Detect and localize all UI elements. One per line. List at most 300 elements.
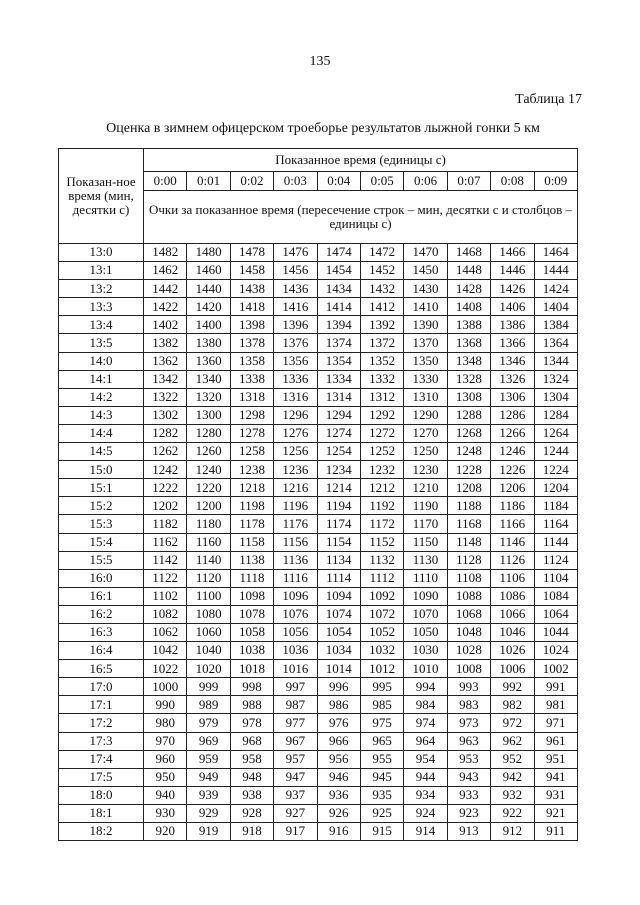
points-cell: 954 (404, 750, 447, 768)
points-cell: 957 (274, 750, 317, 768)
points-cell: 1058 (230, 623, 273, 641)
points-cell: 1144 (534, 533, 577, 551)
points-cell: 1298 (230, 406, 273, 424)
points-cell: 1226 (491, 461, 534, 479)
points-cell: 949 (187, 768, 230, 786)
points-cell: 1208 (447, 479, 490, 497)
points-cell: 1046 (491, 623, 534, 641)
points-cell: 1352 (360, 352, 403, 370)
points-cell: 927 (274, 804, 317, 822)
points-cell: 1062 (144, 623, 187, 641)
points-caption: Очки за показанное время (пересечение строк – мин, десятки с и столбцов – единицы с) (144, 191, 578, 244)
points-cell: 965 (360, 732, 403, 750)
points-cell: 983 (447, 696, 490, 714)
points-cell: 1204 (534, 479, 577, 497)
points-cell: 1440 (187, 280, 230, 298)
points-cell: 986 (317, 696, 360, 714)
points-cell: 1000 (144, 678, 187, 696)
points-cell: 1286 (491, 406, 534, 424)
points-cell: 990 (144, 696, 187, 714)
points-cell: 1116 (274, 569, 317, 587)
points-cell: 1156 (274, 533, 317, 551)
points-cell: 1426 (491, 280, 534, 298)
points-cell: 942 (491, 768, 534, 786)
points-cell: 946 (317, 768, 360, 786)
row-time-cell: 15:2 (59, 497, 144, 515)
points-cell: 921 (534, 804, 577, 822)
points-cell: 939 (187, 786, 230, 804)
table-row (59, 515, 578, 533)
points-cell: 951 (534, 750, 577, 768)
table-row (59, 244, 578, 262)
points-cell: 985 (360, 696, 403, 714)
points-cell: 1010 (404, 660, 447, 678)
points-cell: 1482 (144, 244, 187, 262)
points-cell: 1480 (187, 244, 230, 262)
points-cell: 1264 (534, 424, 577, 442)
points-cell: 1270 (404, 424, 447, 442)
points-cell: 1224 (534, 461, 577, 479)
column-header: 0:03 (274, 172, 317, 191)
points-cell: 1090 (404, 587, 447, 605)
points-cell: 1462 (144, 262, 187, 280)
points-cell: 997 (274, 678, 317, 696)
points-cell: 923 (447, 804, 490, 822)
points-cell: 956 (317, 750, 360, 768)
points-cell: 999 (187, 678, 230, 696)
points-cell: 1464 (534, 244, 577, 262)
table-row (59, 696, 578, 714)
points-cell: 1028 (447, 642, 490, 660)
points-cell: 1128 (447, 551, 490, 569)
points-cell: 969 (187, 732, 230, 750)
points-cell: 1420 (187, 298, 230, 316)
points-cell: 1220 (187, 479, 230, 497)
table-row (59, 605, 578, 623)
points-cell: 1036 (274, 642, 317, 660)
points-cell: 1276 (274, 424, 317, 442)
points-cell: 967 (274, 732, 317, 750)
points-cell: 955 (360, 750, 403, 768)
points-cell: 1438 (230, 280, 273, 298)
points-cell: 1302 (144, 406, 187, 424)
row-time-cell: 17:3 (59, 732, 144, 750)
table-row (59, 334, 578, 352)
points-cell: 1238 (230, 461, 273, 479)
row-time-cell: 13:4 (59, 316, 144, 334)
points-cell: 1300 (187, 406, 230, 424)
points-cell: 1154 (317, 533, 360, 551)
points-cell: 981 (534, 696, 577, 714)
points-cell: 1322 (144, 388, 187, 406)
points-cell: 1020 (187, 660, 230, 678)
points-cell: 1252 (360, 443, 403, 461)
points-cell: 1406 (491, 298, 534, 316)
points-cell: 1314 (317, 388, 360, 406)
points-cell: 1340 (187, 370, 230, 388)
points-cell: 1184 (534, 497, 577, 515)
row-time-cell: 17:1 (59, 696, 144, 714)
points-cell: 933 (447, 786, 490, 804)
table-row (59, 732, 578, 750)
points-cell: 1168 (447, 515, 490, 533)
points-cell: 1162 (144, 533, 187, 551)
points-cell: 915 (360, 823, 403, 841)
points-cell: 1408 (447, 298, 490, 316)
points-cell: 944 (404, 768, 447, 786)
points-cell: 978 (230, 714, 273, 732)
points-cell: 1476 (274, 244, 317, 262)
table-row (59, 642, 578, 660)
row-time-cell: 16:0 (59, 569, 144, 587)
points-cell: 925 (360, 804, 403, 822)
points-cell: 1166 (491, 515, 534, 533)
points-cell: 982 (491, 696, 534, 714)
points-cell: 1082 (144, 605, 187, 623)
points-cell: 1384 (534, 316, 577, 334)
points-cell: 1446 (491, 262, 534, 280)
table-row (59, 370, 578, 388)
row-time-cell: 17:0 (59, 678, 144, 696)
points-cell: 1146 (491, 533, 534, 551)
points-cell: 1412 (360, 298, 403, 316)
table-row (59, 587, 578, 605)
points-cell: 1356 (274, 352, 317, 370)
row-time-cell: 18:1 (59, 804, 144, 822)
table-label: Таблица 17 (515, 92, 582, 107)
points-cell: 1100 (187, 587, 230, 605)
points-cell: 1130 (404, 551, 447, 569)
points-cell: 1436 (274, 280, 317, 298)
table-row (59, 406, 578, 424)
points-cell: 1458 (230, 262, 273, 280)
points-cell: 1164 (534, 515, 577, 533)
points-cell: 1008 (447, 660, 490, 678)
points-cell: 1402 (144, 316, 187, 334)
points-cell: 1442 (144, 280, 187, 298)
points-cell: 917 (274, 823, 317, 841)
points-cell: 993 (447, 678, 490, 696)
points-cell: 1374 (317, 334, 360, 352)
points-cell: 977 (274, 714, 317, 732)
points-cell: 959 (187, 750, 230, 768)
points-cell: 1138 (230, 551, 273, 569)
points-cell: 935 (360, 786, 403, 804)
points-cell: 1198 (230, 497, 273, 515)
points-cell: 934 (404, 786, 447, 804)
points-cell: 968 (230, 732, 273, 750)
points-cell: 961 (534, 732, 577, 750)
table-row (59, 714, 578, 732)
points-cell: 1214 (317, 479, 360, 497)
points-cell: 1398 (230, 316, 273, 334)
points-cell: 1042 (144, 642, 187, 660)
points-cell: 991 (534, 678, 577, 696)
points-cell: 1342 (144, 370, 187, 388)
points-cell: 943 (447, 768, 490, 786)
table-row (59, 461, 578, 479)
points-cell: 1014 (317, 660, 360, 678)
column-header: 0:06 (404, 172, 447, 191)
points-cell: 987 (274, 696, 317, 714)
points-cell: 936 (317, 786, 360, 804)
points-cell: 931 (534, 786, 577, 804)
points-cell: 979 (187, 714, 230, 732)
points-cell: 1332 (360, 370, 403, 388)
table-row (59, 569, 578, 587)
points-cell: 1112 (360, 569, 403, 587)
points-cell: 972 (491, 714, 534, 732)
points-cell: 1134 (317, 551, 360, 569)
table-row (59, 786, 578, 804)
table-row (59, 768, 578, 786)
points-cell: 1288 (447, 406, 490, 424)
row-time-cell: 15:0 (59, 461, 144, 479)
points-cell: 1106 (491, 569, 534, 587)
points-cell: 1472 (360, 244, 403, 262)
points-cell: 1388 (447, 316, 490, 334)
points-cell: 1070 (404, 605, 447, 623)
points-cell: 1172 (360, 515, 403, 533)
points-cell: 966 (317, 732, 360, 750)
points-cell: 913 (447, 823, 490, 841)
points-cell: 1120 (187, 569, 230, 587)
points-cell: 1306 (491, 388, 534, 406)
points-cell: 1188 (447, 497, 490, 515)
points-cell: 1222 (144, 479, 187, 497)
points-cell: 1240 (187, 461, 230, 479)
points-cell: 989 (187, 696, 230, 714)
points-cell: 932 (491, 786, 534, 804)
points-cell: 1216 (274, 479, 317, 497)
points-cell: 1478 (230, 244, 273, 262)
table-row (59, 352, 578, 370)
points-cell: 1424 (534, 280, 577, 298)
row-time-cell: 13:5 (59, 334, 144, 352)
points-cell: 998 (230, 678, 273, 696)
points-cell: 1124 (534, 551, 577, 569)
points-cell: 1304 (534, 388, 577, 406)
points-cell: 1434 (317, 280, 360, 298)
points-cell: 1056 (274, 623, 317, 641)
points-cell: 1158 (230, 533, 273, 551)
points-cell: 1012 (360, 660, 403, 678)
row-time-cell: 15:3 (59, 515, 144, 533)
points-cell: 1296 (274, 406, 317, 424)
points-cell: 1466 (491, 244, 534, 262)
points-cell: 1380 (187, 334, 230, 352)
points-cell: 1378 (230, 334, 273, 352)
points-cell: 976 (317, 714, 360, 732)
points-cell: 1334 (317, 370, 360, 388)
points-cell: 922 (491, 804, 534, 822)
points-cell: 988 (230, 696, 273, 714)
points-cell: 1364 (534, 334, 577, 352)
points-cell: 919 (187, 823, 230, 841)
row-time-cell: 13:1 (59, 262, 144, 280)
points-cell: 1262 (144, 443, 187, 461)
column-header: 0:08 (491, 172, 534, 191)
table-header (59, 149, 578, 244)
table-row (59, 280, 578, 298)
points-cell: 1372 (360, 334, 403, 352)
points-cell: 1150 (404, 533, 447, 551)
points-cell: 1152 (360, 533, 403, 551)
row-time-cell: 15:5 (59, 551, 144, 569)
points-cell: 1096 (274, 587, 317, 605)
points-cell: 1338 (230, 370, 273, 388)
points-cell: 1460 (187, 262, 230, 280)
points-cell: 1376 (274, 334, 317, 352)
score-table (58, 148, 578, 841)
row-time-cell: 13:3 (59, 298, 144, 316)
points-cell: 1350 (404, 352, 447, 370)
points-cell: 1108 (447, 569, 490, 587)
table-title: Оценка в зимнем офицерском троеборье результатов лыжной гонки 5 км (106, 121, 540, 136)
points-cell: 984 (404, 696, 447, 714)
row-time-cell: 14:0 (59, 352, 144, 370)
points-cell: 1122 (144, 569, 187, 587)
points-cell: 1366 (491, 334, 534, 352)
points-cell: 1348 (447, 352, 490, 370)
points-cell: 1052 (360, 623, 403, 641)
column-header: 0:04 (317, 172, 360, 191)
points-cell: 1396 (274, 316, 317, 334)
points-cell: 1416 (274, 298, 317, 316)
points-cell: 1280 (187, 424, 230, 442)
row-time-cell: 16:1 (59, 587, 144, 605)
points-cell: 1110 (404, 569, 447, 587)
points-cell: 1180 (187, 515, 230, 533)
points-cell: 1202 (144, 497, 187, 515)
table-body (59, 244, 578, 841)
column-header: 0:00 (144, 172, 187, 191)
points-cell: 1186 (491, 497, 534, 515)
points-cell: 1284 (534, 406, 577, 424)
row-time-cell: 14:1 (59, 370, 144, 388)
points-cell: 948 (230, 768, 273, 786)
points-cell: 1422 (144, 298, 187, 316)
table-row (59, 424, 578, 442)
points-cell: 1432 (360, 280, 403, 298)
points-cell: 1126 (491, 551, 534, 569)
points-cell: 1330 (404, 370, 447, 388)
table-row (59, 533, 578, 551)
row-time-cell: 16:5 (59, 660, 144, 678)
points-cell: 1326 (491, 370, 534, 388)
row-time-cell: 14:4 (59, 424, 144, 442)
points-cell: 1278 (230, 424, 273, 442)
points-cell: 1294 (317, 406, 360, 424)
points-cell: 1072 (360, 605, 403, 623)
table-row (59, 262, 578, 280)
table-row (59, 388, 578, 406)
points-cell: 1212 (360, 479, 403, 497)
points-cell: 1140 (187, 551, 230, 569)
points-cell: 1468 (447, 244, 490, 262)
points-cell: 1182 (144, 515, 187, 533)
points-cell: 1032 (360, 642, 403, 660)
points-cell: 1392 (360, 316, 403, 334)
points-cell: 1066 (491, 605, 534, 623)
points-cell: 928 (230, 804, 273, 822)
points-cell: 1310 (404, 388, 447, 406)
table-row (59, 750, 578, 768)
row-time-cell: 18:0 (59, 786, 144, 804)
points-cell: 1428 (447, 280, 490, 298)
points-cell: 1098 (230, 587, 273, 605)
points-cell: 938 (230, 786, 273, 804)
points-cell: 1246 (491, 443, 534, 461)
points-cell: 1022 (144, 660, 187, 678)
points-cell: 930 (144, 804, 187, 822)
points-cell: 1418 (230, 298, 273, 316)
points-cell: 1178 (230, 515, 273, 533)
points-cell: 1104 (534, 569, 577, 587)
points-cell: 1088 (447, 587, 490, 605)
points-cell: 920 (144, 823, 187, 841)
points-cell: 1054 (317, 623, 360, 641)
points-cell: 1454 (317, 262, 360, 280)
row-time-cell: 18:2 (59, 823, 144, 841)
points-cell: 971 (534, 714, 577, 732)
group-header: Показанное время (единицы с) (144, 149, 578, 172)
points-cell: 1274 (317, 424, 360, 442)
points-cell: 1272 (360, 424, 403, 442)
points-cell: 1200 (187, 497, 230, 515)
points-cell: 1232 (360, 461, 403, 479)
points-cell: 1394 (317, 316, 360, 334)
points-cell: 1242 (144, 461, 187, 479)
table-row (59, 623, 578, 641)
points-cell: 1048 (447, 623, 490, 641)
row-time-cell: 15:1 (59, 479, 144, 497)
table-row (59, 497, 578, 515)
points-cell: 1136 (274, 551, 317, 569)
table-row (59, 660, 578, 678)
points-cell: 1234 (317, 461, 360, 479)
points-cell: 1474 (317, 244, 360, 262)
points-cell: 1290 (404, 406, 447, 424)
points-cell: 1142 (144, 551, 187, 569)
points-cell: 995 (360, 678, 403, 696)
points-cell: 1244 (534, 443, 577, 461)
points-cell: 1174 (317, 515, 360, 533)
points-cell: 1018 (230, 660, 273, 678)
row-time-cell: 14:5 (59, 443, 144, 461)
points-cell: 1346 (491, 352, 534, 370)
points-cell: 1410 (404, 298, 447, 316)
points-cell: 1026 (491, 642, 534, 660)
points-cell: 1034 (317, 642, 360, 660)
points-cell: 1444 (534, 262, 577, 280)
points-cell: 1206 (491, 479, 534, 497)
row-time-cell: 16:2 (59, 605, 144, 623)
points-cell: 980 (144, 714, 187, 732)
points-cell: 926 (317, 804, 360, 822)
points-cell: 918 (230, 823, 273, 841)
row-time-cell: 15:4 (59, 533, 144, 551)
points-cell: 1328 (447, 370, 490, 388)
points-cell: 1176 (274, 515, 317, 533)
points-cell: 1400 (187, 316, 230, 334)
points-cell: 1016 (274, 660, 317, 678)
row-time-cell: 17:4 (59, 750, 144, 768)
points-cell: 1064 (534, 605, 577, 623)
points-cell: 994 (404, 678, 447, 696)
points-cell: 1258 (230, 443, 273, 461)
points-cell: 974 (404, 714, 447, 732)
